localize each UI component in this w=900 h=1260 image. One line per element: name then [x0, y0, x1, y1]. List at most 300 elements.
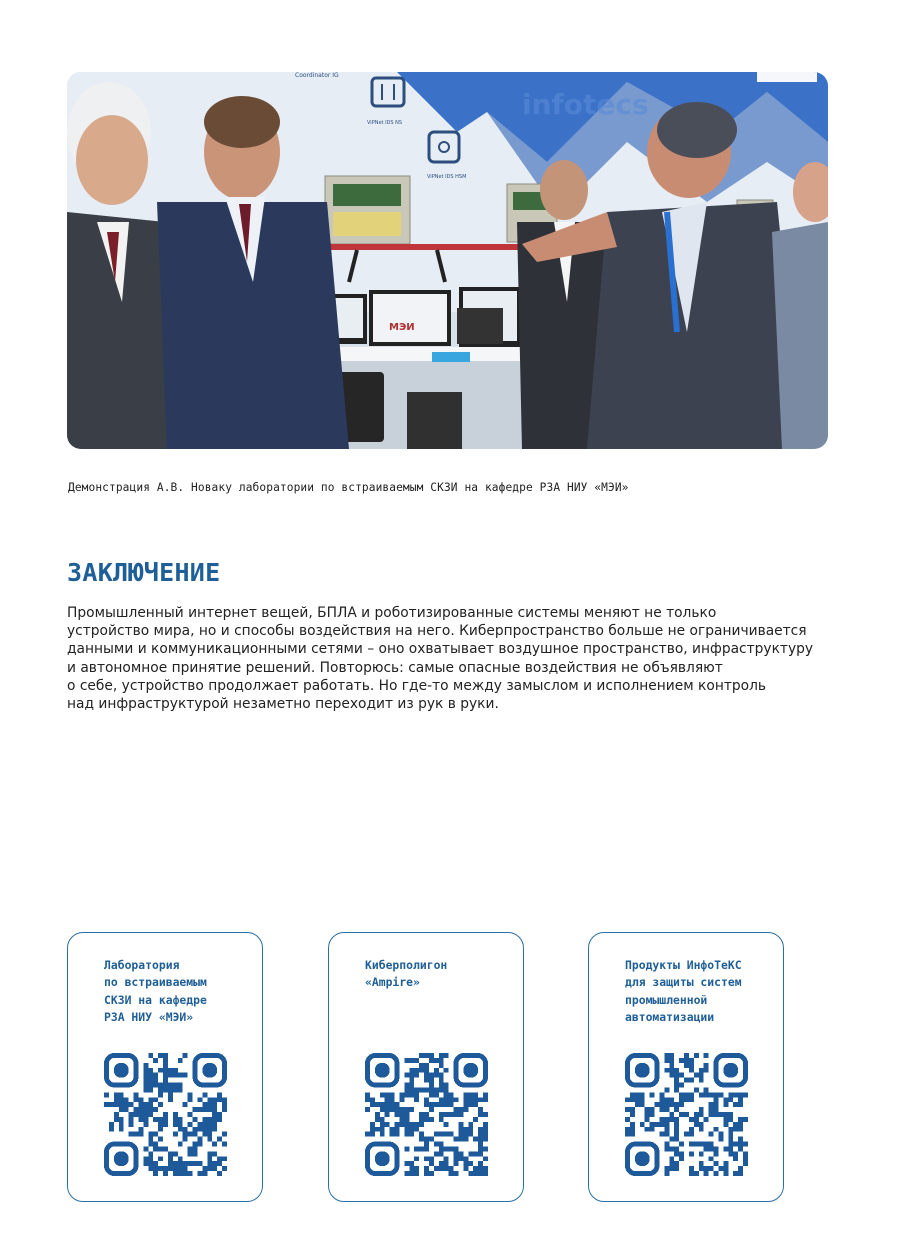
qr-module — [153, 1132, 158, 1137]
qr-module — [148, 1112, 153, 1117]
qr-module — [395, 1102, 400, 1107]
qr-module — [153, 1117, 158, 1122]
qr-module — [463, 1107, 468, 1112]
qr-module — [630, 1097, 635, 1102]
qr-module — [202, 1117, 207, 1122]
qr-module — [178, 1087, 183, 1092]
qr-module — [202, 1122, 207, 1127]
qr-module — [399, 1112, 404, 1117]
qr-module — [188, 1122, 193, 1127]
qr-module — [173, 1161, 178, 1166]
qr-module — [375, 1102, 380, 1107]
qr-module — [444, 1102, 449, 1107]
qr-module — [674, 1161, 679, 1166]
qr-module — [674, 1132, 679, 1137]
qr-module — [419, 1122, 424, 1127]
qr-module — [409, 1087, 414, 1092]
qr-module — [148, 1068, 153, 1073]
qr-module — [129, 1122, 134, 1127]
qr-pattern — [104, 1053, 227, 1176]
qr-module — [723, 1171, 728, 1176]
qr-module — [679, 1097, 684, 1102]
qr-module — [743, 1117, 748, 1122]
qr-module — [173, 1068, 178, 1073]
qr-module — [669, 1063, 674, 1068]
qr-module — [714, 1102, 719, 1107]
qr-module — [385, 1122, 390, 1127]
qr-module — [409, 1161, 414, 1166]
qr-module — [168, 1083, 173, 1088]
qr-module — [414, 1058, 419, 1063]
qr-module — [684, 1053, 689, 1058]
qr-module — [449, 1112, 454, 1117]
qr-module — [645, 1117, 650, 1122]
qr-module — [743, 1156, 748, 1161]
qr-module — [694, 1087, 699, 1092]
qr-module — [424, 1078, 429, 1083]
qr-module — [168, 1166, 173, 1171]
qr-module — [404, 1083, 409, 1088]
qr-module — [163, 1068, 168, 1073]
qr-module — [625, 1132, 630, 1137]
qr-module — [143, 1161, 148, 1166]
qr-module — [473, 1102, 478, 1107]
qr-module — [449, 1171, 454, 1176]
qr-module — [163, 1087, 168, 1092]
qr-card-title — [625, 957, 775, 1027]
qr-pattern — [625, 1053, 748, 1176]
qr-module — [178, 1117, 183, 1122]
qr-module — [635, 1092, 640, 1097]
qr-module — [444, 1156, 449, 1161]
qr-code-cyberpolygon[interactable] — [365, 1053, 488, 1176]
qr-module — [483, 1122, 488, 1127]
paragraph-line: данными и коммуникационными сетями – оно охватывает воздушное пространство, инфраструктуру — [67, 641, 814, 658]
qr-module — [163, 1063, 168, 1068]
qr-module — [202, 1092, 207, 1097]
qr-module — [178, 1058, 183, 1063]
qr-module — [714, 1127, 719, 1132]
qr-module — [738, 1097, 743, 1102]
qr-module — [463, 1156, 468, 1161]
qr-module — [212, 1107, 217, 1112]
qr-module — [669, 1156, 674, 1161]
qr-module — [478, 1107, 483, 1112]
qr-module — [134, 1107, 139, 1112]
qr-module — [679, 1073, 684, 1078]
qr-module — [143, 1087, 148, 1092]
qr-module — [439, 1073, 444, 1078]
qr-module — [178, 1171, 183, 1176]
qr-code-infotecs-products[interactable] — [625, 1053, 748, 1176]
qr-module — [444, 1068, 449, 1073]
qr-module — [183, 1127, 188, 1132]
qr-module — [728, 1151, 733, 1156]
qr-module — [409, 1166, 414, 1171]
qr-module — [439, 1102, 444, 1107]
qr-module — [153, 1166, 158, 1171]
qr-module — [439, 1151, 444, 1156]
qr-module — [158, 1117, 163, 1122]
qr-module — [449, 1146, 454, 1151]
qr-module — [148, 1083, 153, 1088]
qr-module — [714, 1112, 719, 1117]
qr-module — [212, 1142, 217, 1147]
qr-module — [153, 1083, 158, 1088]
qr-module — [207, 1137, 212, 1142]
qr-module — [404, 1171, 409, 1176]
qr-module — [222, 1156, 227, 1161]
qr-module — [163, 1122, 168, 1127]
qr-module — [733, 1127, 738, 1132]
qr-module — [153, 1073, 158, 1078]
qr-module — [173, 1171, 178, 1176]
qr-module — [409, 1073, 414, 1078]
qr-module — [212, 1102, 217, 1107]
qr-module — [207, 1161, 212, 1166]
qr-module — [419, 1063, 424, 1068]
qr-module — [635, 1102, 640, 1107]
qr-module — [197, 1122, 202, 1127]
qr-module — [404, 1117, 409, 1122]
qr-module — [650, 1107, 655, 1112]
qr-module — [454, 1161, 459, 1166]
qr-module — [483, 1127, 488, 1132]
qr-title-line: СКЗИ на кафедре — [104, 992, 207, 1007]
qr-module — [424, 1073, 429, 1078]
qr-module — [207, 1102, 212, 1107]
qr-module — [674, 1146, 679, 1151]
qr-module — [419, 1112, 424, 1117]
qr-module — [728, 1117, 733, 1122]
qr-module — [138, 1107, 143, 1112]
qr-module — [674, 1073, 679, 1078]
qr-module — [468, 1127, 473, 1132]
qr-module — [679, 1092, 684, 1097]
qr-module — [699, 1112, 704, 1117]
qr-module — [217, 1156, 222, 1161]
qr-module — [158, 1102, 163, 1107]
qr-module — [143, 1068, 148, 1073]
qr-module — [468, 1122, 473, 1127]
qr-module — [409, 1107, 414, 1112]
qr-module — [158, 1122, 163, 1127]
qr-module — [733, 1142, 738, 1147]
qr-module — [444, 1132, 449, 1137]
qr-module — [404, 1127, 409, 1132]
qr-module — [424, 1137, 429, 1142]
qr-module — [483, 1132, 488, 1137]
qr-module — [723, 1102, 728, 1107]
qr-module — [743, 1151, 748, 1156]
qr-module — [458, 1151, 463, 1156]
qr-module — [409, 1171, 414, 1176]
qr-module — [158, 1166, 163, 1171]
qr-module — [674, 1102, 679, 1107]
qr-module — [380, 1117, 385, 1122]
qr-module — [444, 1083, 449, 1088]
qr-module — [458, 1132, 463, 1137]
qr-module — [468, 1151, 473, 1156]
qr-module — [684, 1078, 689, 1083]
qr-module — [148, 1107, 153, 1112]
qr-module — [434, 1151, 439, 1156]
qr-module — [143, 1146, 148, 1151]
qr-module — [478, 1161, 483, 1166]
qr-module — [699, 1107, 704, 1112]
qr-module — [458, 1156, 463, 1161]
qr-module — [370, 1097, 375, 1102]
qr-module — [188, 1097, 193, 1102]
qr-module — [659, 1122, 664, 1127]
qr-module — [483, 1146, 488, 1151]
qr-module — [178, 1161, 183, 1166]
qr-module — [173, 1112, 178, 1117]
qr-module — [380, 1127, 385, 1132]
qr-module — [114, 1112, 119, 1117]
qr-module — [424, 1097, 429, 1102]
qr-module — [380, 1102, 385, 1107]
qr-module — [148, 1102, 153, 1107]
qr-module — [429, 1102, 434, 1107]
qr-module — [669, 1097, 674, 1102]
qr-module — [699, 1078, 704, 1083]
qr-module — [473, 1171, 478, 1176]
qr-module — [679, 1058, 684, 1063]
qr-module — [434, 1166, 439, 1171]
qr-module — [743, 1092, 748, 1097]
qr-module — [163, 1058, 168, 1063]
qr-module — [217, 1137, 222, 1142]
qr-code-lab[interactable] — [104, 1053, 227, 1176]
qr-module — [439, 1078, 444, 1083]
qr-module — [197, 1142, 202, 1147]
qr-module — [699, 1142, 704, 1147]
qr-module — [370, 1102, 375, 1107]
qr-module — [718, 1137, 723, 1142]
qr-module — [483, 1137, 488, 1142]
qr-module — [714, 1146, 719, 1151]
qr-module — [714, 1171, 719, 1176]
qr-module — [163, 1053, 168, 1058]
qr-module — [468, 1092, 473, 1097]
qr-module — [699, 1073, 704, 1078]
qr-module — [188, 1132, 193, 1137]
qr-module — [444, 1053, 449, 1058]
qr-card-infotecs-products[interactable] — [588, 932, 784, 1202]
qr-module — [640, 1102, 645, 1107]
qr-module — [183, 1073, 188, 1078]
qr-module — [669, 1073, 674, 1078]
qr-module — [395, 1107, 400, 1112]
qr-module — [183, 1171, 188, 1176]
qr-module — [439, 1146, 444, 1151]
qr-title-line: Продукты ИнфоТеКС — [625, 958, 742, 972]
qr-module — [409, 1068, 414, 1073]
qr-module — [689, 1063, 694, 1068]
qr-module — [699, 1127, 704, 1132]
qr-module — [390, 1092, 395, 1097]
qr-module — [168, 1097, 173, 1102]
qr-module — [168, 1087, 173, 1092]
qr-card-cyberpolygon[interactable] — [328, 932, 524, 1202]
qr-module — [463, 1137, 468, 1142]
qr-module — [148, 1132, 153, 1137]
qr-finder-center — [635, 1063, 650, 1078]
qr-module — [689, 1132, 694, 1137]
qr-module — [207, 1132, 212, 1137]
qr-module — [193, 1146, 198, 1151]
qr-module — [704, 1087, 709, 1092]
qr-module — [674, 1107, 679, 1112]
qr-module — [173, 1151, 178, 1156]
qr-module — [222, 1166, 227, 1171]
qr-module — [439, 1083, 444, 1088]
qr-module — [148, 1078, 153, 1083]
qr-module — [743, 1161, 748, 1166]
qr-module — [424, 1068, 429, 1073]
qr-module — [188, 1146, 193, 1151]
qr-module — [114, 1097, 119, 1102]
qr-module — [183, 1132, 188, 1137]
qr-module — [395, 1122, 400, 1127]
qr-module — [689, 1151, 694, 1156]
qr-module — [659, 1097, 664, 1102]
qr-module — [669, 1053, 674, 1058]
qr-module — [104, 1102, 109, 1107]
qr-title-line: Киберполигон — [365, 958, 448, 972]
qr-module — [163, 1117, 168, 1122]
qr-module — [222, 1102, 227, 1107]
qr-module — [134, 1097, 139, 1102]
qr-module — [659, 1102, 664, 1107]
qr-module — [217, 1112, 222, 1117]
qr-module — [650, 1092, 655, 1097]
qr-module — [738, 1142, 743, 1147]
qr-module — [429, 1107, 434, 1112]
qr-module — [222, 1107, 227, 1112]
qr-module — [723, 1117, 728, 1122]
qr-module — [188, 1171, 193, 1176]
qr-module — [178, 1122, 183, 1127]
qr-module — [183, 1053, 188, 1058]
qr-module — [207, 1117, 212, 1122]
qr-module — [129, 1132, 134, 1137]
qr-module — [212, 1166, 217, 1171]
qr-module — [434, 1092, 439, 1097]
qr-module — [370, 1127, 375, 1132]
qr-module — [370, 1122, 375, 1127]
qr-module — [709, 1107, 714, 1112]
qr-module — [664, 1171, 669, 1176]
qr-card-lab[interactable] — [67, 932, 263, 1202]
qr-module — [419, 1087, 424, 1092]
qr-module — [409, 1083, 414, 1088]
photo-illustration — [67, 72, 828, 449]
qr-module — [454, 1151, 459, 1156]
qr-module — [699, 1122, 704, 1127]
qr-module — [153, 1161, 158, 1166]
qr-module — [153, 1142, 158, 1147]
qr-module — [669, 1102, 674, 1107]
qr-card-title — [104, 957, 254, 1027]
qr-module — [674, 1127, 679, 1132]
qr-module — [625, 1117, 630, 1122]
qr-module — [202, 1107, 207, 1112]
qr-module — [148, 1166, 153, 1171]
qr-module — [483, 1092, 488, 1097]
section-title: ЗАКЛЮЧЕНИЕ — [67, 558, 221, 587]
qr-module — [684, 1112, 689, 1117]
qr-module — [197, 1171, 202, 1176]
qr-module — [439, 1142, 444, 1147]
qr-module — [207, 1156, 212, 1161]
qr-module — [193, 1132, 198, 1137]
qr-module — [158, 1068, 163, 1073]
qr-module — [645, 1112, 650, 1117]
qr-module — [119, 1102, 124, 1107]
qr-module — [414, 1073, 419, 1078]
qr-module — [148, 1151, 153, 1156]
qr-module — [468, 1161, 473, 1166]
qr-finder-center — [202, 1063, 217, 1078]
photo-caption: Демонстрация А.В. Новаку лаборатории по встраиваемым СКЗИ на кафедре РЗА НИУ «МЭИ» — [68, 481, 629, 494]
qr-module — [738, 1092, 743, 1097]
qr-module — [674, 1068, 679, 1073]
qr-module — [738, 1137, 743, 1142]
qr-module — [129, 1102, 134, 1107]
qr-module — [704, 1166, 709, 1171]
qr-module — [380, 1092, 385, 1097]
qr-module — [478, 1127, 483, 1132]
qr-module — [429, 1073, 434, 1078]
qr-title-line: по встраиваемым — [104, 975, 207, 990]
qr-module — [109, 1127, 114, 1132]
qr-module — [404, 1092, 409, 1097]
qr-module — [449, 1097, 454, 1102]
qr-module — [704, 1171, 709, 1176]
qr-module — [709, 1142, 714, 1147]
qr-module — [173, 1132, 178, 1137]
qr-module — [655, 1102, 660, 1107]
qr-title-line: промышленной — [625, 992, 708, 1007]
qr-module — [439, 1117, 444, 1122]
qr-module — [168, 1092, 173, 1097]
qr-module — [124, 1102, 129, 1107]
qr-module — [375, 1117, 380, 1122]
qr-module — [163, 1078, 168, 1083]
qr-module — [365, 1097, 370, 1102]
paragraph-line: устройство мира, но и способы воздействия на него. Киберпространство больше не ограничивается — [67, 623, 807, 640]
qr-module — [212, 1151, 217, 1156]
qr-module — [640, 1097, 645, 1102]
qr-module — [669, 1166, 674, 1171]
qr-module — [738, 1171, 743, 1176]
qr-module — [454, 1171, 459, 1176]
qr-module — [684, 1097, 689, 1102]
qr-module — [414, 1122, 419, 1127]
qr-module — [630, 1092, 635, 1097]
qr-module — [222, 1097, 227, 1102]
qr-module — [419, 1053, 424, 1058]
qr-module — [728, 1112, 733, 1117]
qr-module — [188, 1161, 193, 1166]
qr-module — [664, 1068, 669, 1073]
qr-module — [188, 1151, 193, 1156]
paragraph-line: о себе, устройство продолжает работать. Но где-то между замыслом и исполнением контроль — [67, 677, 767, 694]
qr-module — [119, 1092, 124, 1097]
qr-module — [148, 1137, 153, 1142]
